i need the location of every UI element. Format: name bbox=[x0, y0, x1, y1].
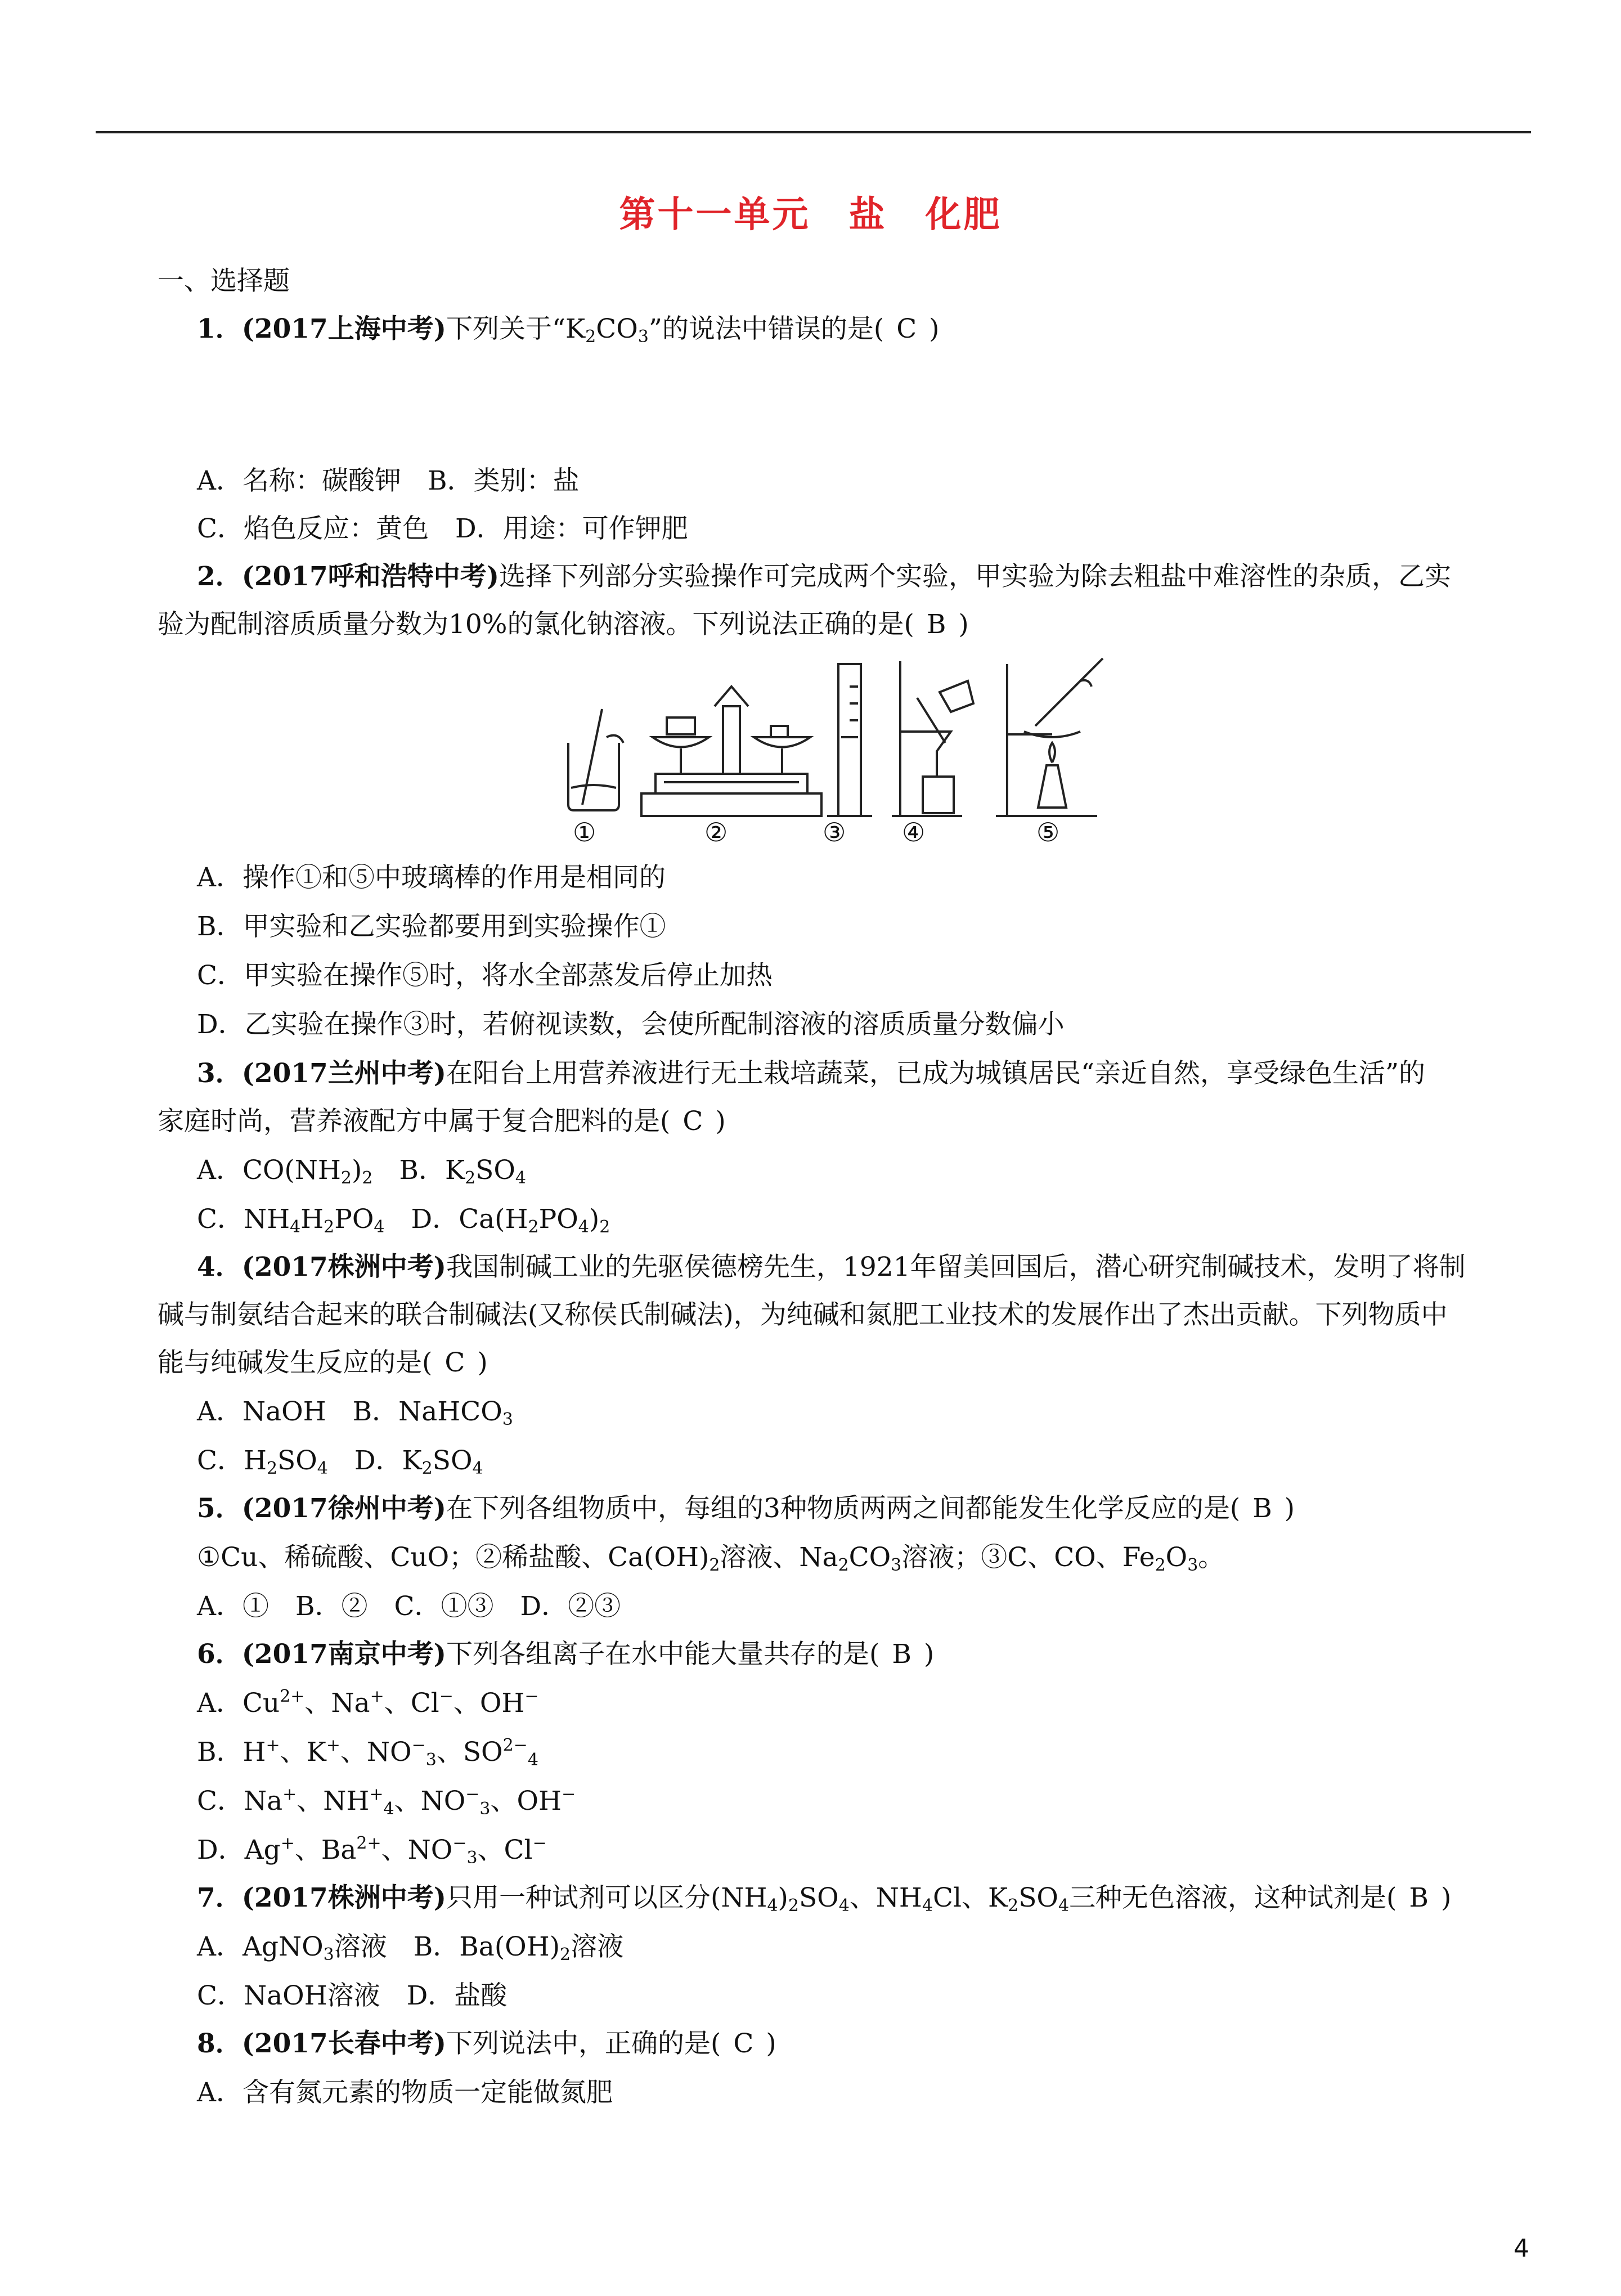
q4-options-cd: C．$H_2SO_4$ D．$K_2SO_4$ bbox=[197, 1445, 483, 1478]
answer: B bbox=[926, 609, 946, 640]
q2-option-b: B．甲实验和乙实验都要用到实验操作① bbox=[197, 911, 666, 942]
q6-option-c: C．Na+、$NH^+_4$、$NO^-_3$、OH− bbox=[197, 1784, 576, 1819]
answer: B bbox=[1409, 1882, 1429, 1913]
question-2: 2．(2017呼和浩特中考)选择下列部分实验操作可完成两个实验，甲实验为除去粗盐中难溶性的杂质，乙实 bbox=[197, 561, 1451, 592]
question-3: 3．(2017兰州中考)在阳台上用营养液进行无土栽培蔬菜，已成为城镇居民“亲近自然，享受绿色生活”的 bbox=[197, 1058, 1426, 1089]
q1-options-cd: C．焰色反应：黄色 D．用途：可作钾肥 bbox=[197, 513, 688, 544]
answer: C bbox=[733, 2028, 754, 2059]
q7-options-ab: A．AgNO$_3$溶液 B．$Ba(OH)_2$溶液 bbox=[197, 1931, 624, 1965]
q2-option-c: C．甲实验在操作⑤时，将水全部蒸发后停止加热 bbox=[197, 960, 773, 991]
fig-label-5: ⑤ bbox=[1036, 817, 1060, 847]
fig-label-4: ④ bbox=[902, 817, 926, 847]
q1-options-ab: A．名称：碳酸钾 B．类别：盐 bbox=[197, 465, 580, 496]
q5-groups: ①Cu、稀硫酸、CuO；②稀盐酸、$Ca(OH)_2$溶液、$Na_2CO_3$溶液；③C、CO、$Fe_2O_3$。 bbox=[197, 1542, 1225, 1575]
question-4: 4．(2017株洲中考)我国制碱工业的先驱侯德榜先生，1921年留美回国后，潜心研究制碱技术，发明了将制 bbox=[197, 1252, 1466, 1282]
fig-label-1: ① bbox=[573, 817, 596, 847]
page-number: 4 bbox=[1514, 2234, 1529, 2263]
lab-apparatus-figure bbox=[557, 653, 1108, 838]
q6-option-a: A．$Cu^{2+}$、Na+、Cl−、OH− bbox=[197, 1687, 539, 1719]
question-5: 5．(2017徐州中考)在下列各组物质中，每组的3种物质两两之间都能发生化学反应的是( B ) bbox=[197, 1493, 1295, 1524]
header-rule bbox=[96, 131, 1531, 133]
answer: B bbox=[1252, 1493, 1272, 1524]
q7-options-cd: C．NaOH溶液 D．盐酸 bbox=[197, 1980, 508, 2011]
fig-label-2: ② bbox=[704, 817, 728, 847]
q3-options-ab: A．$CO(NH_2)_2$ B．$K_2SO_4$ bbox=[197, 1155, 526, 1188]
q2-option-d: D．乙实验在操作③时，若俯视读数，会使所配制溶液的溶质质量分数偏小 bbox=[197, 1009, 1065, 1040]
question-1: 1．(2017上海中考)下列关于“$K_2CO_3$”的说法中错误的是( C ) bbox=[197, 313, 940, 347]
q3-options-cd: C．$NH_4H_2PO_4$ D．$Ca(H_2PO_4)_2$ bbox=[197, 1204, 610, 1237]
question-6: 6．(2017南京中考)下列各组离子在水中能大量共存的是( B ) bbox=[197, 1639, 935, 1670]
page-title: 第十一单元 盐 化肥 bbox=[619, 194, 1002, 236]
question-4-cont: 碱与制氨结合起来的联合制碱法(又称侯氏制碱法)，为纯碱和氮肥工业技术的发展作出了杰出贡献。下列物质中 bbox=[158, 1299, 1448, 1330]
q2-option-a: A．操作①和⑤中玻璃棒的作用是相同的 bbox=[197, 862, 666, 893]
fig-label-3: ③ bbox=[823, 817, 846, 847]
answer: C bbox=[896, 313, 917, 344]
answer: B bbox=[892, 1639, 911, 1670]
q5-options: A．① B．② C．①③ D．②③ bbox=[197, 1591, 621, 1622]
q8-option-a: A．含有氮元素的物质一定能做氮肥 bbox=[197, 2077, 613, 2108]
q6-option-d: D．Ag+、$Ba^{2+}$、$NO^-_3$、Cl− bbox=[197, 1833, 547, 1868]
q6-option-b: B．H+、K+、$NO^-_3$、$SO^{2-}_4$ bbox=[197, 1736, 538, 1770]
question-7: 7．(2017株洲中考)只用一种试剂可以区分$(NH_4)_2SO_4$、$NH_4Cl$、$K_2SO_4$三种无色溶液，这种试剂是( B ) bbox=[197, 1882, 1452, 1916]
answer: C bbox=[444, 1347, 465, 1378]
answer: C bbox=[682, 1106, 703, 1137]
q4-options-ab: A．NaOH B．NaHCO$_3$ bbox=[197, 1396, 513, 1429]
question-2-cont: 验为配制溶质质量分数为10%的氯化钠溶液。下列说法正确的是( B ) bbox=[158, 609, 969, 640]
question-4-cont2: 能与纯碱发生反应的是( C ) bbox=[158, 1347, 488, 1378]
question-3-cont: 家庭时尚，营养液配方中属于复合肥料的是( C ) bbox=[158, 1106, 726, 1137]
section-heading: 一、选择题 bbox=[158, 266, 290, 297]
question-8: 8．(2017长春中考)下列说法中，正确的是( C ) bbox=[197, 2028, 776, 2059]
